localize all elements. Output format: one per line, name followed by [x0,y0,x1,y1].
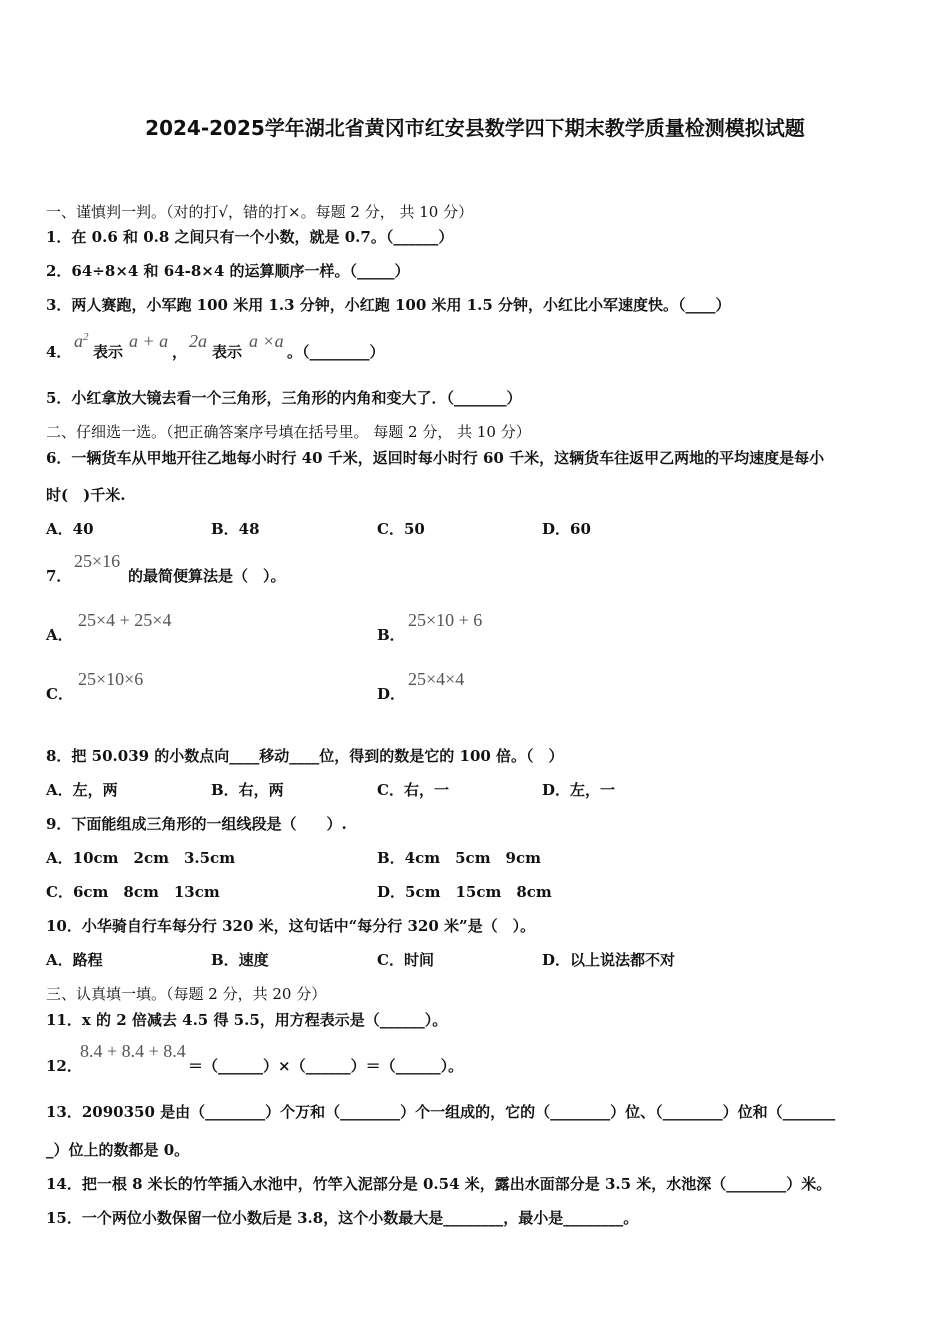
q8-option-a: A．左，两 [46,781,118,799]
q7-option-d-expr: 25×4×4 [408,669,465,689]
q10-option-c: C．时间 [377,951,434,969]
question-13-line-1: 13．2090350 是由（________）个万和（________）个一组成的，它的（________）位、（________）位和（_______ [46,1103,836,1121]
question-3: 3．两人赛跑，小军跑 100 米用 1.3 分钟，小红跑 100 米用 1.5 分钟，小红比小军速度快。（____） [46,296,731,314]
question-11: 11．x 的 2 倍减去 4.5 得 5.5，用方程表示是（______）。 [46,1011,448,1029]
q10-option-b: B．速度 [211,951,269,969]
question-9: 9．下面能组成三角形的一组线段是（ ）. [46,815,347,833]
q7-option-b-expr: 25×10 + 6 [408,610,483,630]
q4-number: 4． [46,343,72,361]
q4-end: 。（________） [287,343,385,361]
q12-text: ＝（______）×（______）＝（______）。 [188,1057,464,1075]
q10-option-d: D．以上说法都不对 [542,951,676,969]
section-3-heading: 三、认真填一填。（每题 2 分，共 20 分） [46,985,327,1003]
q10-option-a: A．路程 [46,951,103,969]
q12-expr: 8.4 + 8.4 + 8.4 [80,1041,186,1061]
q9-option-b: B．4cm 5cm 9cm [377,849,542,867]
q9-option-d: D．5cm 15cm 8cm [377,883,552,901]
question-14: 14．把一根 8 米长的竹竿插入水池中，竹竿入泥部分是 0.54 米，露出水面部分是 3.5 米，水池深（________）米。 [46,1175,832,1193]
q7-option-c-label: C． [46,685,73,703]
q7-expr: 25×16 [74,551,121,571]
q8-option-b: B．右，两 [211,781,284,799]
q12-number: 12． [46,1057,82,1075]
q7-option-a-label: A． [46,626,73,644]
q4-expr-a-squared: $a^2$ [74,331,89,351]
q7-option-b-label: B． [377,626,405,644]
question-8: 8．把 50.039 的小数点向____移动____位，得到的数是它的 100 倍。（ ） [46,747,564,765]
question-13-line-2: _）位上的数都是 0。 [46,1141,190,1159]
q7-number: 7． [46,567,72,585]
question-10: 10．小华骑自行车每分行 320 米，这句话中“每分行 320 米”是（ ）。 [46,917,536,935]
question-15: 15．一个两位小数保留一位小数后是 3.8，这个小数最大是________，最小是________。 [46,1209,639,1227]
q7-option-d-label: D． [377,685,406,703]
q4-expr-a-times-a: a ×a [249,331,284,351]
q6-option-b: B．48 [211,520,260,538]
question-5: 5．小红拿放大镜去看一个三角形，三角形的内角和变大了．（_______） [46,389,522,407]
section-1-heading: 一、谨慎判一判。（对的打√，错的打×。每题 2 分， 共 10 分） [46,203,474,221]
q7-option-a-expr: 25×4 + 25×4 [78,610,172,630]
question-6-line-2: 时( )千米. [46,486,126,504]
question-7 [46,566,71,586]
section-2-heading: 二、仔细选一选。（把正确答案序号填在括号里。 每题 2 分， 共 10 分） [46,423,531,441]
question-4 [46,342,71,362]
q4-text-2: 表示 [212,343,243,361]
q4-comma: ， [172,343,188,361]
q6-option-d: D．60 [542,520,591,538]
q4-expr-2a: 2a [189,331,207,351]
q9-option-a: A．10cm 2cm 3.5cm [46,849,236,867]
question-12 [46,1056,82,1076]
q8-option-c: C．右，一 [377,781,449,799]
q7-option-c-expr: 25×10×6 [78,669,144,689]
q8-option-d: D．左，一 [542,781,616,799]
q7-text: 的最简便算法是（ ）。 [128,567,286,585]
q6-option-c: C．50 [377,520,425,538]
page-title: 2024-2025学年湖北省黄冈市红安县数学四下期末教学质量检测模拟试题 [145,116,805,140]
question-1: 1．在 0.6 和 0.8 之间只有一个小数，就是 0.7。（______） [46,228,454,246]
q4-text-1: 表示 [93,343,124,361]
question-6-line-1: 6．一辆货车从甲地开往乙地每小时行 40 千米，返回时每小时行 60 千米，这辆货车往返甲乙两地的平均速度是每小 [46,449,825,467]
question-2: 2．64÷8×4 和 64-8×4 的运算顺序一样。（_____） [46,262,410,280]
q9-option-c: C．6cm 8cm 13cm [46,883,220,901]
q4-expr-a-plus-a: a + a [129,331,169,351]
q6-option-a: A．40 [46,520,94,538]
